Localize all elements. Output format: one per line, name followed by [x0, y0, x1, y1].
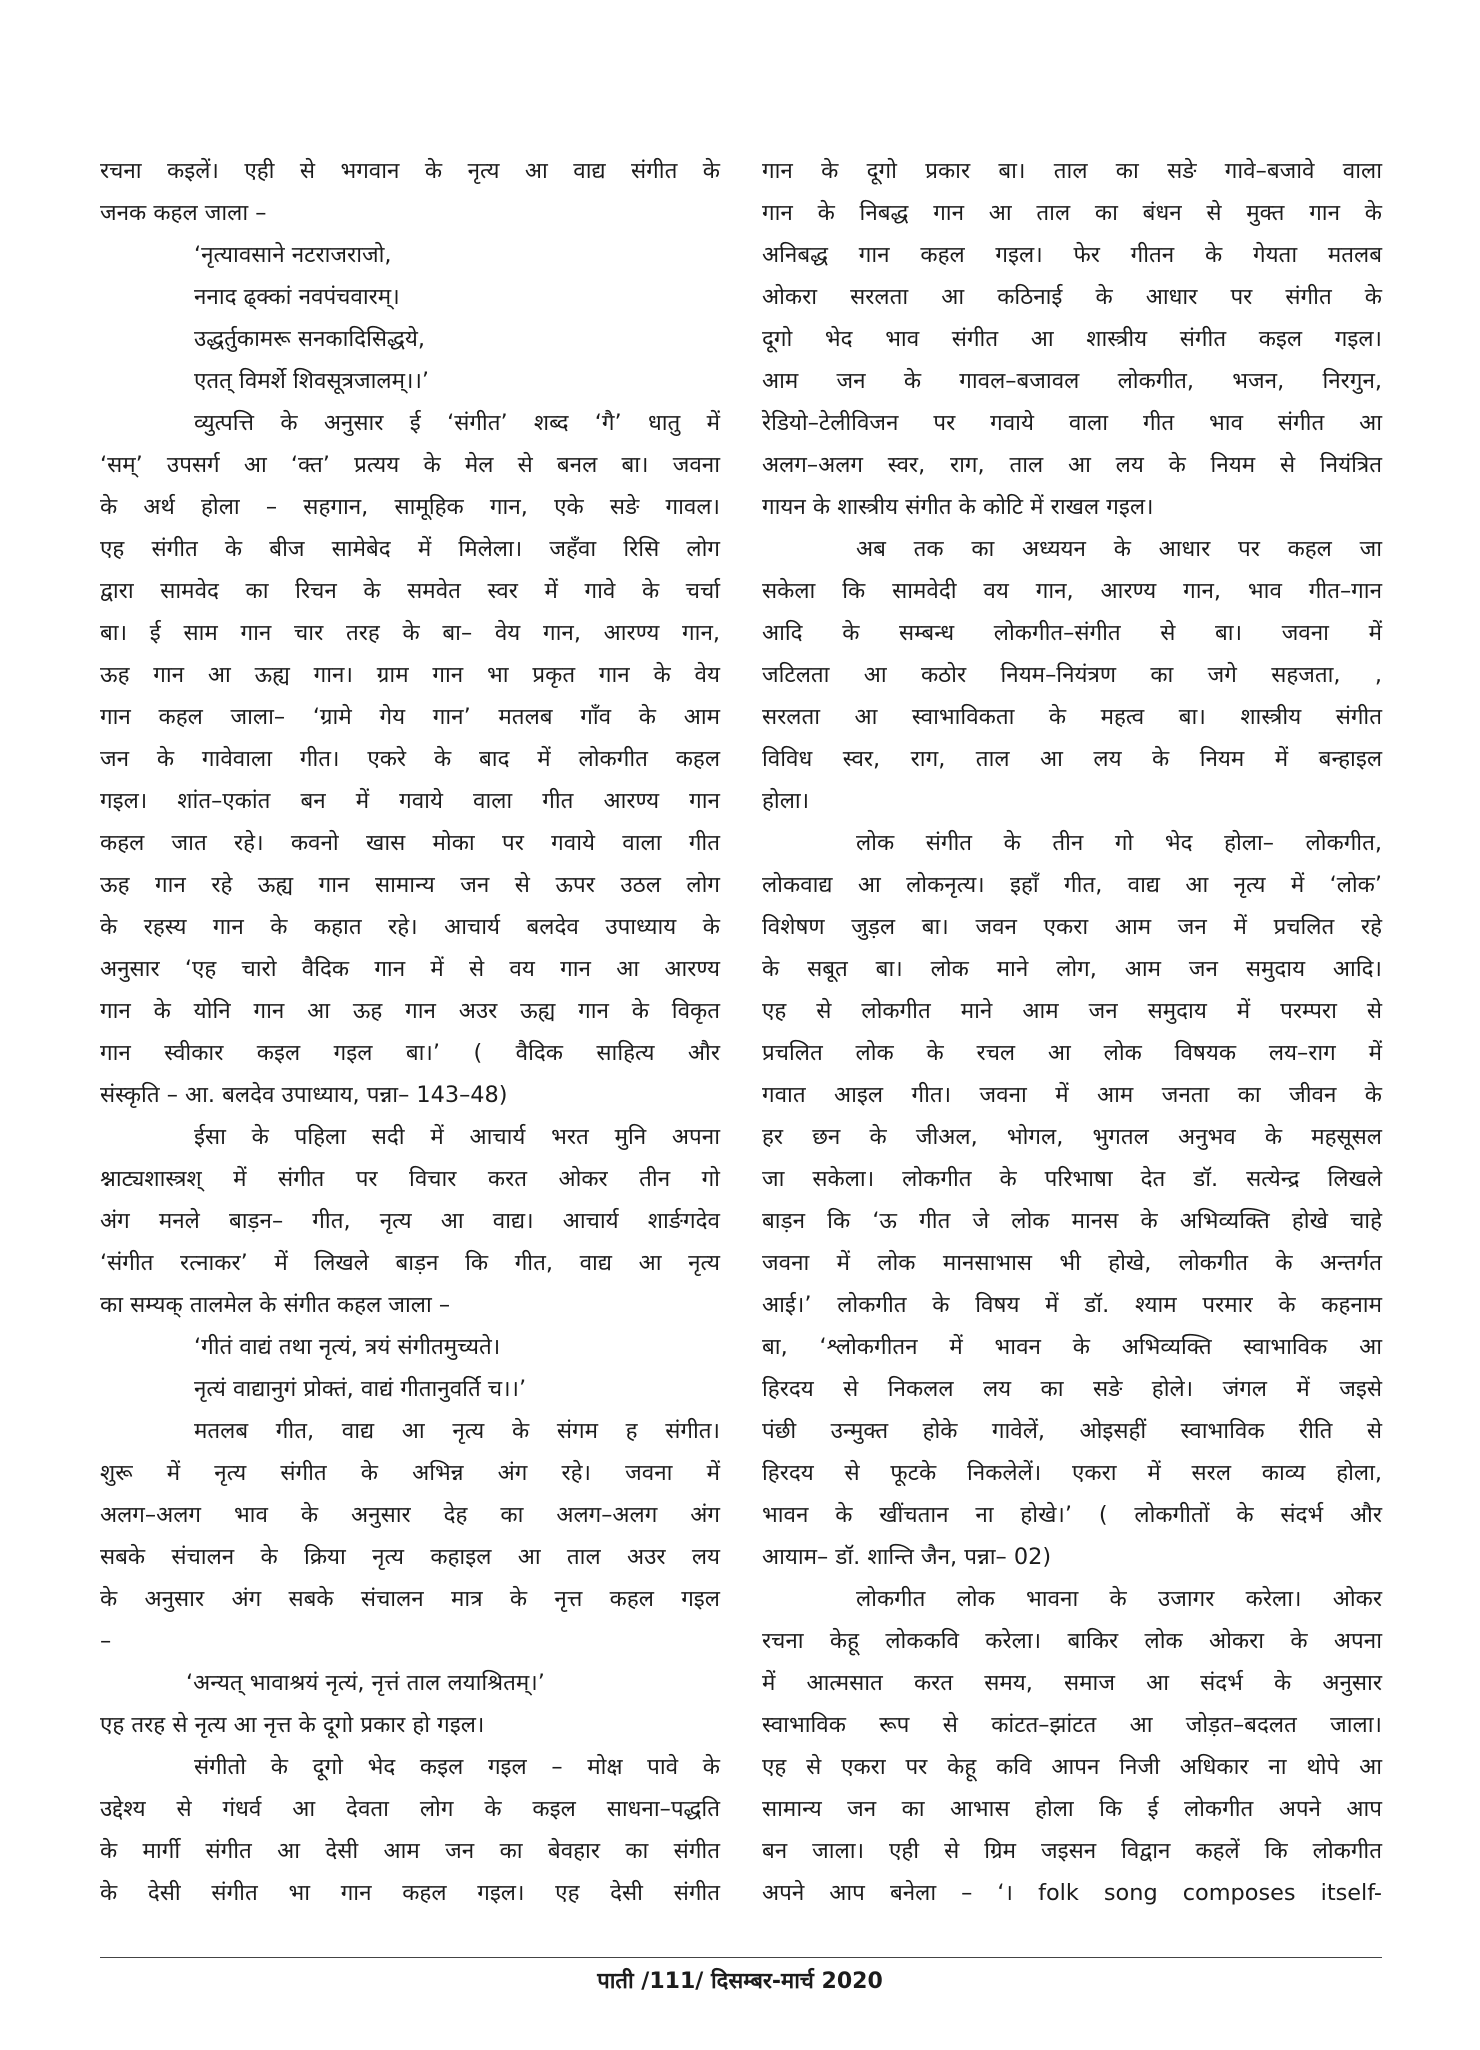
right-column-line: हर छन के जीअल, भोगल, भुगतल अनुभव के महसूसल: [762, 1124, 1382, 1150]
right-column-line: अलग–अलग स्वर, राग, ताल आ लय के नियम से नियंत्रित: [762, 452, 1382, 478]
right-column-line: रेडियो–टेलीविजन पर गवाये वाला गीत भाव संगीत आ: [762, 410, 1382, 436]
right-column-line: हिरदय से फूटके निकलेलें। एकरा में सरल काव्य होला,: [762, 1460, 1382, 1486]
right-column-line: गायन के शास्त्रीय संगीत के कोटि में राखल गइल।: [762, 494, 1154, 520]
right-column-line: विविध स्वर, राग, ताल आ लय के नियम में बन्हाइल: [762, 746, 1382, 772]
right-column-line: प्रचलित लोक के रचल आ लोक विषयक लय–राग में: [762, 1040, 1382, 1066]
right-column-line: अपने आप बनेला – ‘। folk song composes itself-: [762, 1880, 1382, 1906]
left-column-line: शुरू में नृत्य संगीत के अभिन्न अंग रहे। जवना में: [100, 1460, 720, 1486]
left-column-line: ‘सम्’ उपसर्ग आ ‘क्त’ प्रत्यय के मेल से बनल बा। जवना: [100, 452, 720, 478]
right-column-line: रचना केहू लोककवि करेला। बाकिर लोक ओकरा के अपना: [762, 1628, 1382, 1654]
left-column-line: ननाद ढ्क्कां नवपंचवारम्।: [194, 284, 400, 310]
left-column-line: अलग–अलग भाव के अनुसार देह का अलग–अलग अंग: [100, 1502, 720, 1528]
left-column-line: अनुसार ‘एह चारो वैदिक गान में से वय गान आ आरण्य: [100, 956, 720, 982]
left-column-line: ‘गीतं वाद्यं तथा नृत्यं, त्रयं संगीतमुच्यते।: [194, 1334, 501, 1360]
left-column-line: ‘अन्यत् भावाश्रयं नृत्यं, नृत्तं ताल लयाश्रितम्।’: [186, 1670, 545, 1696]
right-column-line: विशेषण जुड़ल बा। जवन एकरा आम जन में प्रचलित रहे: [762, 914, 1382, 940]
right-column-line: एह से लोकगीत माने आम जन समुदाय में परम्परा से: [762, 998, 1382, 1024]
left-column-line: द्वारा सामवेद का रिचन के समवेत स्वर में गावे के चर्चा: [100, 578, 720, 604]
left-column-line: के अर्थ होला – सहगान, सामूहिक गान, एके सङे गावल।: [100, 494, 720, 520]
right-column-line: हिरदय से निकलल लय का सङे होले। जंगल में जइसे: [762, 1376, 1382, 1402]
left-column-line: का सम्यक् तालमेल के संगीत कहल जाला –: [100, 1292, 451, 1318]
right-column-line: बा, ‘श्लोकगीतन में भावन के अभिव्यक्ति स्वाभाविक आ: [762, 1334, 1382, 1360]
left-column-line: ‘संगीत रत्नाकर’ में लिखले बाड़न कि गीत, वाद्य आ नृत्य: [100, 1250, 720, 1276]
right-column-line: जा सकेला। लोकगीत के परिभाषा देत डॉ. सत्येन्द्र लिखले: [762, 1166, 1382, 1192]
left-column-line: संस्कृति – आ. बलदेव उपाध्याय, पन्ना– 143–48): [100, 1082, 508, 1108]
left-column-line: –: [100, 1628, 112, 1654]
left-column-line: गान कहल जाला– ‘ग्रामे गेय गान’ मतलब गाँव के आम: [100, 704, 720, 730]
left-column-line: के रहस्य गान के कहात रहे। आचार्य बलदेव उपाध्याय के: [100, 914, 720, 940]
right-column-line: में आत्मसात करत समय, समाज आ संदर्भ के अनुसार: [762, 1670, 1382, 1696]
left-column-line: के देसी संगीत भा गान कहल गइल। एह देसी संगीत: [100, 1880, 720, 1906]
left-column-line: संगीतो के दूगो भेद कइल गइल – मोक्ष पावे के: [194, 1754, 720, 1780]
right-column-line: ओकरा सरलता आ कठिनाई के आधार पर संगीत के: [762, 284, 1382, 310]
right-column-line: गवात आइल गीत। जवना में आम जनता का जीवन के: [762, 1082, 1382, 1108]
left-column-line: रचना कइलें। एही से भगवान के नृत्य आ वाद्य संगीत के: [100, 158, 720, 184]
right-column-line: पंछी उन्मुक्त होके गावेलें, ओइसहीं स्वाभाविक रीति से: [762, 1418, 1382, 1444]
right-column-line: भावन के खींचतान ना होखे।’ ( लोकगीतों के संदर्भ और: [762, 1502, 1382, 1528]
left-column-line: ऊह गान रहे ऊह्य गान सामान्य जन से ऊपर उठल लोग: [100, 872, 720, 898]
right-column-line: स्वाभाविक रूप से कांटत–झांटत आ जोड़त–बदलत जाला।: [762, 1712, 1382, 1738]
left-column-line: कहल जात रहे। कवनो खास मोका पर गवाये वाला गीत: [100, 830, 720, 856]
right-column-line: एह से एकरा पर केहू कवि आपन निजी अधिकार ना थोपे आ: [762, 1754, 1382, 1780]
right-column-line: दूगो भेद भाव संगीत आ शास्त्रीय संगीत कइल गइल।: [762, 326, 1382, 352]
left-column-line: उद्धर्तुकामरू सनकादिसिद्धये,: [194, 326, 425, 352]
right-column-line: गान के दूगो प्रकार बा। ताल का सङे गावे–बजावे वाला: [762, 158, 1382, 184]
page-footer: पाती /111/ दिसम्बर-मार्च 2020: [597, 1969, 883, 1994]
right-column-line: आई।’ लोकगीत के विषय में डॉ. श्याम परमार के कहनाम: [762, 1292, 1382, 1318]
left-column-line: एतत् विमर्शे शिवसूत्रजालम्।।’: [194, 368, 430, 394]
right-column-line: होला।: [762, 788, 810, 814]
right-column: [762, 150, 1382, 1914]
right-column-line: सकेला कि सामवेदी वय गान, आरण्य गान, भाव गीत–गान: [762, 578, 1382, 604]
left-column-line: जनक कहल जाला –: [100, 200, 267, 226]
right-column-line: जटिलता आ कठोर नियम–नियंत्रण का जगे सहजता, ,: [762, 662, 1382, 688]
left-column-line: एह तरह से नृत्य आ नृत्त के दूगो प्रकार हो गइल।: [100, 1712, 485, 1738]
right-column-line: लोकगीत लोक भावना के उजागर करेला। ओकर: [856, 1586, 1382, 1612]
left-column-line: सबके संचालन के क्रिया नृत्य कहाइल आ ताल अउर लय: [100, 1544, 720, 1570]
right-column-line: बाड़न कि ‘ऊ गीत जे लोक मानस के अभिव्यक्ति होखे चाहे: [762, 1208, 1382, 1234]
right-column-line: बन जाला। एही से ग्रिम जइसन विद्वान कहलें कि लोकगीत: [762, 1838, 1382, 1864]
left-column-line: के मार्गी संगीत आ देसी आम जन का बेवहार का संगीत: [100, 1838, 720, 1864]
left-column-line: गान स्वीकार कइल गइल बा।’ ( वैदिक साहित्य और: [100, 1040, 720, 1066]
right-column-line: अनिबद्ध गान कहल गइल। फेर गीतन के गेयता मतलब: [762, 242, 1382, 268]
left-column: [100, 150, 720, 1914]
footer-divider: [100, 1957, 1382, 1958]
left-column-line: उद्देश्य से गंधर्व आ देवता लोग के कइल साधना–पद्धति: [100, 1796, 720, 1822]
right-column-line: जवना में लोक मानसाभास भी होखे, लोकगीत के अन्तर्गत: [762, 1250, 1382, 1276]
right-column-line: गान के निबद्ध गान आ ताल का बंधन से मुक्त गान के: [762, 200, 1382, 226]
left-column-line: के अनुसार अंग सबके संचालन मात्र के नृत्त कहल गइल: [100, 1586, 720, 1612]
left-column-line: मतलब गीत, वाद्य आ नृत्य के संगम ह संगीत।: [194, 1418, 720, 1444]
right-column-line: लोकवाद्य आ लोकनृत्य। इहाँ गीत, वाद्य आ नृत्य में ‘लोक’: [762, 872, 1382, 898]
right-column-line: आयाम– डॉ. शान्ति जैन, पन्ना– 02): [762, 1544, 1052, 1570]
left-column-line: अंग मनले बाड़न– गीत, नृत्य आ वाद्य। आचार्य शार्ङगदेव: [100, 1208, 720, 1234]
left-column-line: गइल। शांत–एकांत बन में गवाये वाला गीत आरण्य गान: [100, 788, 720, 814]
left-column-line: ऊह गान आ ऊह्य गान। ग्राम गान भा प्रकृत गान के वेय: [100, 662, 720, 688]
left-column-line: गान के योनि गान आ ऊह गान अउर ऊह्य गान के विकृत: [100, 998, 720, 1024]
right-column-line: अब तक का अध्ययन के आधार पर कहल जा: [856, 536, 1382, 562]
right-column-line: आदि के सम्बन्ध लोकगीत–संगीत से बा। जवना में: [762, 620, 1382, 646]
left-column-line: श्नाट्यशास्त्रश् में संगीत पर विचार करत ओकर तीन गो: [100, 1166, 720, 1192]
right-column-line: आम जन के गावल–बजावल लोकगीत, भजन, निरगुन,: [762, 368, 1382, 394]
right-column-line: सामान्य जन का आभास होला कि ई लोकगीत अपने आप: [762, 1796, 1382, 1822]
left-column-line: नृत्यं वाद्यानुगं प्रोक्तं, वाद्यं गीतानुवर्ति च।।’: [194, 1376, 527, 1402]
right-column-line: के सबूत बा। लोक माने लोग, आम जन समुदाय आदि।: [762, 956, 1382, 982]
right-column-line: लोक संगीत के तीन गो भेद होला– लोकगीत,: [856, 830, 1382, 856]
left-column-line: जन के गावेवाला गीत। एकरे के बाद में लोकगीत कहल: [100, 746, 720, 772]
left-column-line: व्युत्पत्ति के अनुसार ई ‘संगीत’ शब्द ‘गै’ धातु में: [194, 410, 720, 436]
left-column-line: ‘नृत्यावसाने नटराजराजो,: [194, 242, 392, 268]
left-column-line: बा। ई साम गान चार तरह के बा– वेय गान, आरण्य गान,: [100, 620, 720, 646]
left-column-line: एह संगीत के बीज सामेबेद में मिलेला। जहँवा रिसि लोग: [100, 536, 720, 562]
right-column-line: सरलता आ स्वाभाविकता के महत्व बा। शास्त्रीय संगीत: [762, 704, 1382, 730]
left-column-line: ईसा के पहिला सदी में आचार्य भरत मुनि अपना: [194, 1124, 720, 1150]
